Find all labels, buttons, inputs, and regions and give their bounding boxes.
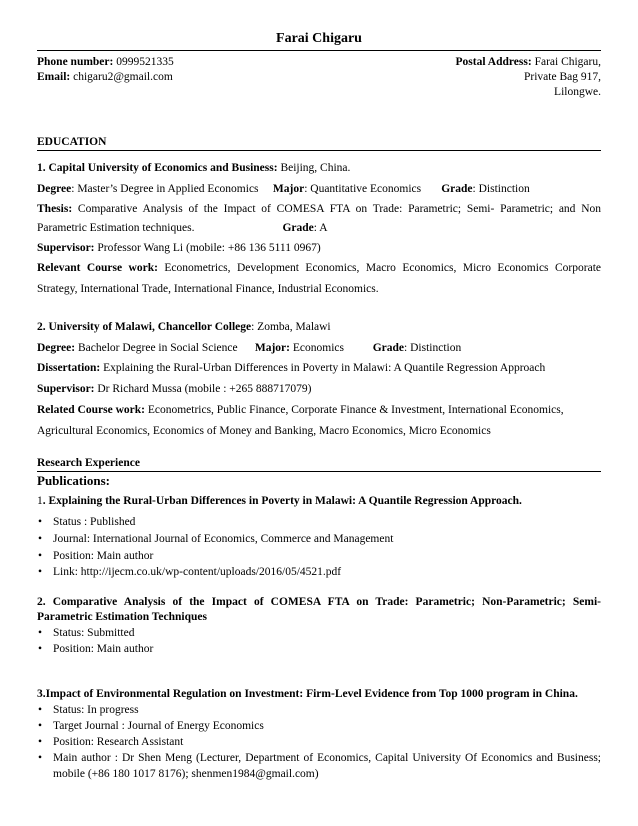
edu1-thesis-grade: : A (313, 222, 328, 234)
edu2-major-label: Major: (254, 342, 290, 354)
edu2-course-1: Econometrics, Public Finance, Corporate Finance & Investment, International Economics, (147, 404, 564, 416)
edu2-supervisor: Dr Richard Mussa (mobile : +265 888717079) (97, 383, 312, 395)
postal-line-1-text: Farai Chigaru, (534, 56, 601, 68)
bullet-icon: • (38, 736, 43, 748)
bullet-icon: • (38, 516, 43, 528)
pub2-title-line-2: Parametric Estimation Techniques (37, 611, 207, 623)
email-value: chigaru2@gmail.com (73, 71, 173, 83)
edu1-thesis-line-2 (37, 222, 601, 234)
edu1-major: : Quantitative Economics (304, 183, 422, 195)
edu2-degree-label: Degree: (37, 342, 76, 354)
bullet-icon: • (38, 720, 43, 732)
email-line (37, 70, 174, 85)
education-divider (37, 150, 601, 151)
publications-heading: Publications: (37, 473, 110, 488)
edu1-thesis-2: Parametric Estimation techniques. (37, 222, 195, 234)
pub1-bullet-3-text: Position: Main author (53, 550, 154, 562)
contact-left (37, 55, 174, 85)
education-heading: EDUCATION (37, 136, 107, 148)
edu1-thesis-1: Comparative Analysis of the Impact of COMESA FTA on Trade: Parametric; Semi- Parametric; and Non (77, 203, 602, 215)
edu1-grade: : Distinction (472, 183, 530, 195)
edu1-thesis-label: Thesis: (37, 203, 73, 215)
edu1-grade-label: Grade (441, 183, 473, 195)
resume-name: Farai Chigaru (276, 31, 362, 46)
edu2-supervisor-line (37, 383, 601, 395)
edu1-supervisor-label: Supervisor: (37, 242, 95, 254)
pub3-bullet-4-line-2: mobile (+86 180 1017 8176); shenmen1984@gmail.com) (53, 768, 319, 780)
postal-line-2: Private Bag 917, (524, 71, 601, 83)
postal-address (456, 55, 601, 100)
edu2-dissertation-label: Dissertation: (37, 362, 101, 374)
bullet-icon: • (38, 752, 43, 764)
pub3-title: 3.Impact of Environmental Regulation on Investment: Firm-Level Evidence from Top 1000 program in China. (37, 688, 578, 700)
pub2-title-line-1: 2. Comparative Analysis of the Impact of COMESA FTA on Trade: Parametric; Non-Parametric; Semi- (37, 596, 601, 608)
edu2-grade: : Distinction (404, 342, 462, 354)
pub3-bullet-2-text: Target Journal : Journal of Energy Economics (53, 720, 264, 732)
edu2-course-label: Related Course work: (37, 404, 145, 416)
edu2-dissertation: Explaining the Rural-Urban Differences in Poverty in Malawi: A Quantile Regression Approach (103, 362, 546, 374)
edu1-title: 1. Capital University of Economics and Business: (37, 162, 278, 174)
edu1-thesis-grade-label: Grade (282, 222, 314, 234)
pub1-number: 1 (37, 495, 43, 507)
header-divider (37, 50, 601, 51)
edu1-degree: : Master’s Degree in Applied Economics (71, 183, 259, 195)
bullet-icon: • (38, 533, 43, 545)
phone-label: Phone number: (37, 56, 114, 68)
edu1-course-line-1 (37, 262, 601, 274)
pub2-bullet-1-text: Status: Submitted (53, 627, 135, 639)
edu1-degree-line (37, 183, 601, 195)
pub1-title-line (37, 495, 601, 507)
pub1-bullet-2-text: Journal: International Journal of Economics, Commerce and Management (53, 533, 394, 545)
bullet-icon: • (38, 643, 43, 655)
bullet-icon: • (38, 566, 43, 578)
edu2-supervisor-label: Supervisor: (37, 383, 95, 395)
research-heading: Research Experience (37, 457, 140, 469)
edu2-title: 2. University of Malawi, Chancellor College (37, 321, 252, 333)
postal-label: Postal Address: (455, 56, 532, 68)
edu1-degree-label: Degree (37, 183, 72, 195)
edu2-location: : Zomba, Malawi (251, 321, 331, 333)
bullet-icon: • (38, 550, 43, 562)
postal-line-1 (456, 55, 601, 70)
pub1-title: . Explaining the Rural-Urban Differences in Poverty in Malawi: A Quantile Regression Approach. (42, 495, 522, 507)
bullet-icon: • (38, 627, 43, 639)
edu1-course-1: Econometrics, Development Economics, Macro Economics, Micro Economics Corporate (164, 262, 601, 274)
edu2-degree-line (37, 342, 601, 354)
edu2-course-line-2: Agricultural Economics, Economics of Money and Banking, Macro Economics, Micro Economics (37, 425, 491, 437)
edu1-major-label: Major (272, 183, 305, 195)
edu1-title-line (37, 162, 601, 174)
edu1-supervisor: Professor Wang Li (mobile: +86 136 5111 0967) (97, 242, 321, 254)
pub3-bullet-4-line-1: Main author : Dr Shen Meng (Lecturer, Department of Economics, Capital University Of Economics and Business; (53, 752, 601, 764)
edu1-course-label: Relevant Course work: (37, 262, 158, 274)
edu2-course-line-1 (37, 404, 601, 416)
edu1-location: Beijing, China. (280, 162, 351, 174)
edu2-major: Economics (292, 342, 344, 354)
pub1-bullet-1-text: Status : Published (53, 516, 136, 528)
email-label: Email: (37, 71, 71, 83)
pub2-bullet-2-text: Position: Main author (53, 643, 154, 655)
edu2-grade-label: Grade (372, 342, 405, 354)
edu2-dissertation-line (37, 362, 601, 374)
postal-line-3: Lilongwe. (554, 86, 601, 98)
research-divider (37, 471, 601, 472)
pub3-bullet-3-text: Position: Research Assistant (53, 736, 184, 748)
phone-line (37, 55, 174, 70)
bullet-icon: • (38, 704, 43, 716)
pub3-bullet-1-text: Status: In progress (53, 704, 139, 716)
edu2-degree: Bachelor Degree in Social Science (77, 342, 238, 354)
phone-value: 0999521335 (116, 56, 174, 68)
pub1-link[interactable]: Link: http://ijecm.co.uk/wp-content/uploads/2016/05/4521.pdf (53, 566, 342, 578)
edu1-course-line-2: Strategy, International Trade, International Finance, Industrial Economics. (37, 283, 379, 295)
edu2-title-line (37, 321, 601, 333)
edu1-supervisor-line (37, 242, 601, 254)
edu1-thesis-line-1 (37, 203, 601, 215)
